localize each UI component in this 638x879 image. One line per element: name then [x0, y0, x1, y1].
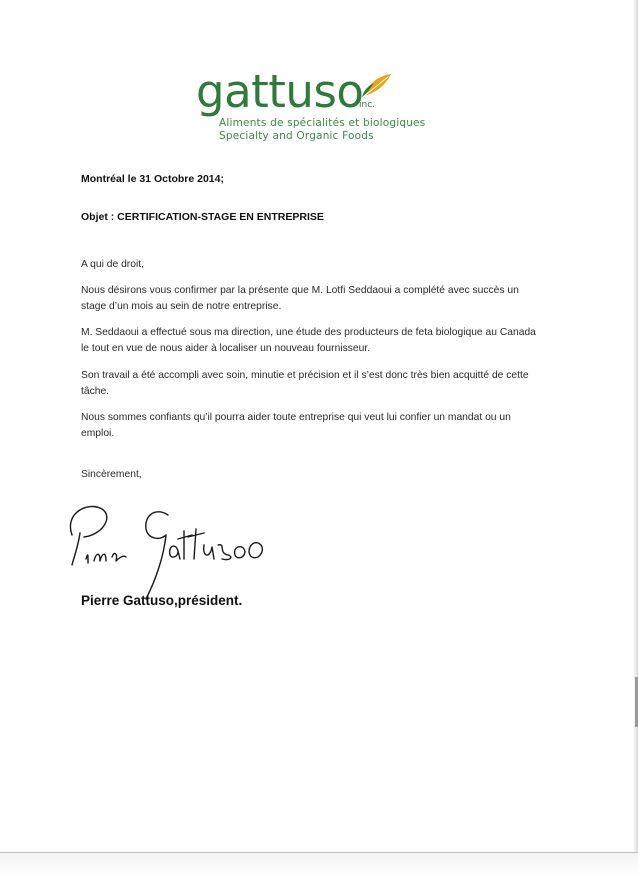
date-line: Montréal le 31 Octobre 2014;	[81, 173, 224, 185]
body-paragraph: Nous sommes confiants qu’il pourra aider toute entreprise qui veut lui confier un mandat ou un emploi.	[81, 412, 511, 439]
company-logo-wordmark: gattuso	[196, 65, 364, 118]
body-paragraph: M. Seddaoui a effectué sous ma direction, une étude des producteurs de feta biologique au Canada le tout en vue de nous aider à localiser un nouveau fournisseur.	[81, 327, 536, 354]
leaf-logo-icon	[358, 70, 394, 100]
closing: Sincèrement,	[81, 469, 142, 480]
body-paragraph: Nous désirons vous confirmer par la présente que M. Lotfi Seddaoui a complété avec succès un stage d’un mois au sein de notre entreprise.	[81, 285, 519, 312]
scan-bottom-shade	[0, 853, 638, 879]
handwritten-signature	[58, 495, 278, 607]
scan-edge	[634, 0, 638, 879]
tagline-english: Specialty and Organic Foods	[219, 130, 374, 142]
tagline-french: Aliments de spécialités et biologiques	[219, 117, 426, 129]
letterhead	[196, 66, 436, 148]
signatory-name: Pierre Gattuso,président.	[81, 593, 243, 608]
subject-line: Objet : CERTIFICATION-STAGE EN ENTREPRISE	[81, 211, 324, 223]
body-paragraph: Son travail a été accompli avec soin, minutie et précision et il s’est donc très bien acquitté de cette tâche.	[81, 370, 529, 397]
greeting: A qui de droit,	[81, 259, 144, 270]
company-suffix: inc.	[359, 100, 376, 110]
